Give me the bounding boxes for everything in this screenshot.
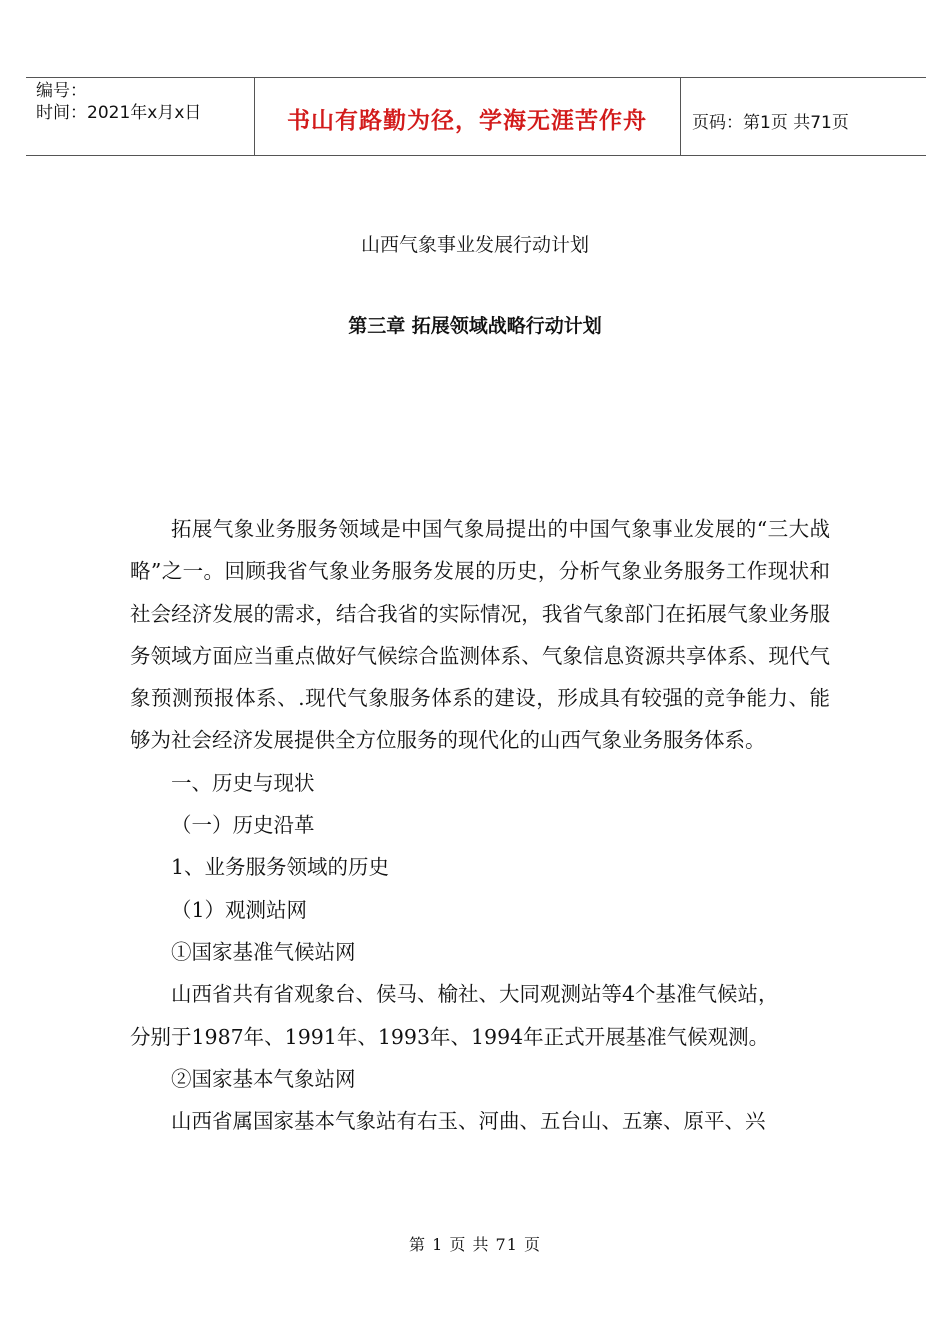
header-divider-left bbox=[254, 78, 255, 156]
header-meta bbox=[36, 80, 201, 124]
heading-basic-station-network: ②国家基本气象站网 bbox=[171, 1066, 356, 1091]
paragraph-intro: 拓展气象业务服务领域是中国气象局提出的中国气象事业发展的“三大战略”之一。回顾我省气象业务服务发展的历史，分析气象业务服务工作现状和社会经济发展的需求，结合我省的实际情况，我省气象部门在拓展气象业务服务领域方面应当重点做好气候综合监测体系、气象信息资源共享体系、现代气象预测预报体系、.现代气象服务体系的建设，形成具有较强的竞争能力、能够为社会经济发展提供全方位服务的现代化的山西气象业务服务体系。 bbox=[130, 517, 830, 753]
header-divider-right bbox=[680, 78, 681, 156]
heading-observation-network: （1）观测站网 bbox=[171, 897, 308, 922]
header-bottom-rule bbox=[26, 155, 926, 156]
chapter-title: 第三章 拓展领域战略行动计划 bbox=[348, 315, 602, 337]
document-body bbox=[130, 508, 830, 1142]
document-header bbox=[0, 0, 950, 158]
paragraph-basic-stations: 山西省属国家基本气象站有右玉、河曲、五台山、五寨、原平、兴 bbox=[171, 1109, 766, 1134]
heading-history-evolution: （一）历史沿革 bbox=[171, 813, 315, 838]
document-title: 山西气象事业发展行动计划 bbox=[360, 234, 589, 256]
header-motto: 书山有路勤为径，学海无涯苦作舟 bbox=[287, 108, 647, 134]
header-number-label: 编号： bbox=[36, 81, 87, 101]
header-time-label: 时间：2021年x月x日 bbox=[36, 103, 202, 123]
header-top-rule bbox=[26, 77, 926, 78]
heading-service-history: 1、业务服务领域的历史 bbox=[171, 855, 390, 880]
heading-reference-climate-network: ①国家基准气候站网 bbox=[171, 939, 356, 964]
heading-history-status: 一、历史与现状 bbox=[171, 770, 315, 795]
header-page-code: 页码：第1页 共71页 bbox=[692, 113, 849, 133]
page-footer: 第 1 页 共 71 页 bbox=[409, 1235, 541, 1254]
paragraph-reference-stations: 山西省共有省观象台、侯马、榆社、大同观测站等4个基准气候站， bbox=[171, 982, 779, 1007]
paragraph-reference-stations-cont: 分别于1987年、1991年、1993年、1994年正式开展基准气候观测。 bbox=[130, 1024, 770, 1049]
